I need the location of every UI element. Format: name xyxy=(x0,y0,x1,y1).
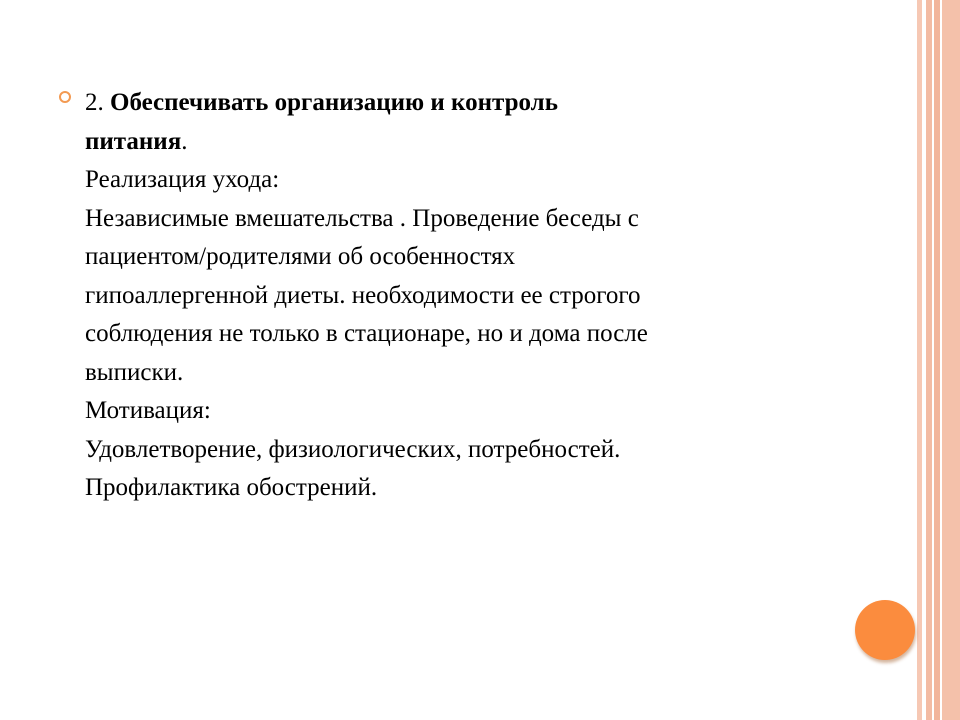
text-line: выписки. xyxy=(85,358,184,386)
text-line: пациентом/родителями об особенностях xyxy=(85,243,516,270)
heading-bold-part-2: питания xyxy=(85,127,182,155)
text-line: соблюдения не только в стационаре, но и дома после xyxy=(85,320,648,347)
text-line: Независимые вмешательства . Проведение беседы с xyxy=(85,204,639,232)
heading-line-2 xyxy=(85,123,845,162)
slide-body-text xyxy=(85,84,845,508)
heading-period: . xyxy=(181,127,188,155)
decor-stripe xyxy=(942,0,960,720)
orange-circle-decoration xyxy=(855,600,915,660)
item-number: 2. xyxy=(85,89,110,116)
heading-bold-part-1: Обеспечивать организацию и контроль xyxy=(110,89,558,116)
text-line: Реализация ухода: xyxy=(85,166,280,193)
text-line: гипоаллергенной диеты. необходимости ее строгого xyxy=(85,281,641,309)
text-line: Удовлетворение, физиологических, потребностей. xyxy=(85,435,621,463)
text-line: Мотивация: xyxy=(85,397,211,424)
text-line: Профилактика обострений. xyxy=(85,474,378,501)
heading-line-1 xyxy=(85,84,845,123)
circle-outline-icon xyxy=(59,91,71,103)
